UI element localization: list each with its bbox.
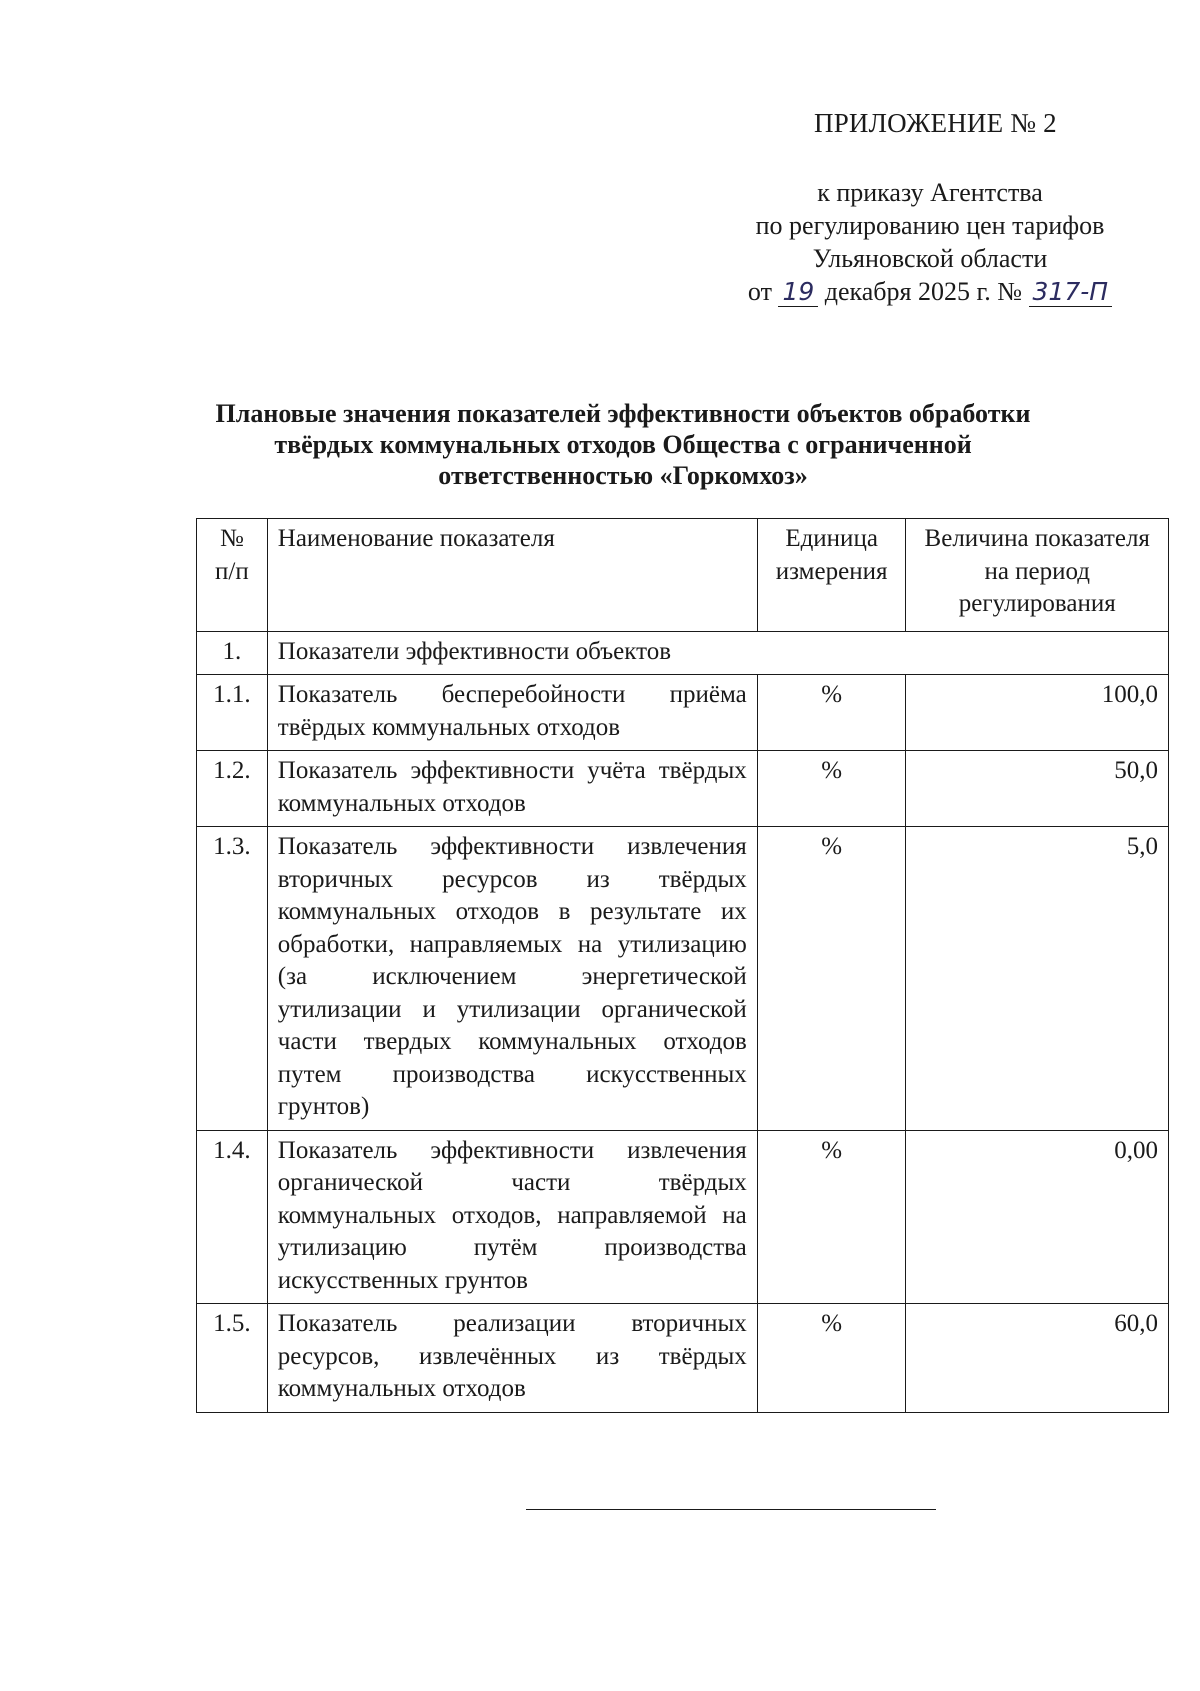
order-day-handwritten: 19 [778,277,818,307]
row-name: Показатель бесперебойности приёма твёрдых коммунальных отходов [267,675,757,751]
header-num: № п/п [197,519,268,632]
row-value: 0,00 [906,1130,1169,1304]
appendix-line-1: к приказу Агентства [817,178,1043,207]
row-num: 1.4. [197,1130,268,1304]
appendix-reference [720,176,1140,308]
table-row [197,751,1169,827]
row-num: 1.3. [197,827,268,1131]
row-value: 100,0 [906,675,1169,751]
row-unit: % [757,1130,906,1304]
table-row [197,827,1169,1131]
row-value: 5,0 [906,827,1169,1131]
row-unit: % [757,751,906,827]
appendix-line-2: по регулированию цен тарифов [755,211,1105,240]
order-middle: декабря 2025 г. № [824,277,1023,306]
row-num: 1.2. [197,751,268,827]
row-name: Показатель реализации вторичных ресурсов, извлечённых из твёрдых коммунальных отходов [267,1304,757,1413]
row-unit: % [757,1304,906,1413]
closing-divider [526,1509,936,1510]
table-header-row [197,519,1169,632]
document-title [150,398,1096,491]
document-title-line-2: твёрдых коммунальных отходов Общества с ограниченной [274,430,972,459]
order-number-handwritten: 317-П [1029,277,1113,307]
appendix-title: ПРИЛОЖЕНИЕ № 2 [814,108,1057,138]
row-name: Показатель эффективности учёта твёрдых коммунальных отходов [267,751,757,827]
header-unit: Единица измерения [757,519,906,632]
row-value: 60,0 [906,1304,1169,1413]
document-title-line-3: ответственностью «Горкомхоз» [438,461,808,490]
row-name: Показатель эффективности извлечения вторичных ресурсов из твёрдых коммунальных отходов в результате их обработки, направляемых на утилизацию (за исключением энергетической утилизации и утилизации органической части твердых коммунальных отходов путем производства искусственных грунтов) [267,827,757,1131]
row-num: 1.1. [197,675,268,751]
appendix-line-3: Ульяновской области [812,244,1048,273]
order-date-line [720,275,1140,308]
row-num: 1.5. [197,1304,268,1413]
table-row [197,1130,1169,1304]
document-title-line-1: Плановые значения показателей эффективности объектов обработки [215,399,1031,428]
section-name: Показатели эффективности объектов [267,631,1168,675]
row-unit: % [757,827,906,1131]
row-value: 50,0 [906,751,1169,827]
row-unit: % [757,675,906,751]
section-num: 1. [197,631,268,675]
indicators-table [196,518,1169,1413]
header-value: Величина показателя на период регулирования [906,519,1169,632]
table-row [197,1304,1169,1413]
order-prefix: от [747,277,772,306]
section-row [197,631,1169,675]
header-name: Наименование показателя [267,519,757,632]
table-row [197,675,1169,751]
row-name: Показатель эффективности извлечения органической части твёрдых коммунальных отходов, направляемой на утилизацию путём производства искусственных грунтов [267,1130,757,1304]
